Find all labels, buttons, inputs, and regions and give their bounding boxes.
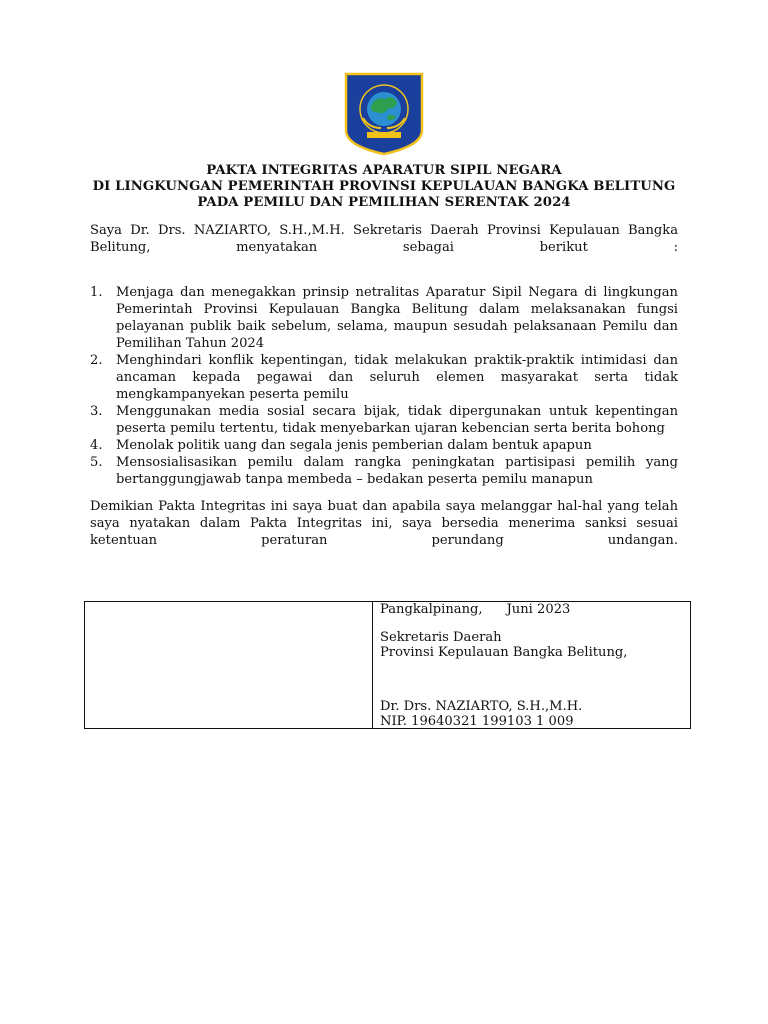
signature-table-divider: [372, 601, 373, 729]
list-item-number: 4.: [90, 438, 103, 453]
title-line-3: PADA PEMILU DAN PEMILIHAN SERENTAK 2024: [197, 195, 571, 210]
list-item: [90, 403, 678, 437]
pledge-list: [90, 284, 678, 488]
list-item-text: Menggunakan media sosial secara bijak, tidak dipergunakan untuk kepentingan peserta pemilu tertentu, tidak menyebarkan ujaran kebencian serta berita bohong: [116, 404, 678, 436]
list-item-text: Menjaga dan menegakkan prinsip netralitas Aparatur Sipil Negara di lingkungan Pemerintah Provinsi Kepulauan Bangka Belitung dalam melaksanakan fungsi pelayanan publik baik sebelum, selama, maupun sesudah pelaksanaan Pemilu dan Pemilihan Tahun 2024: [116, 285, 678, 351]
list-item-text: Mensosialisasikan pemilu dalam rangka peningkatan partisipasi pemilih yang bertanggungjawab tanpa membeda – bedakan peserta pemilu manapun: [116, 455, 678, 487]
intro-line-1: Saya Dr. Drs. NAZIARTO, S.H.,M.H. Sekretaris Daerah Provinsi Kepulauan Bangka: [90, 223, 678, 238]
signatory-nip: NIP. 19640321 199103 1 009: [380, 714, 574, 729]
intro-paragraph: [90, 222, 678, 256]
list-item: [90, 454, 678, 488]
signature-place-date: [380, 602, 570, 618]
closing-paragraph: [90, 498, 678, 549]
list-item: [90, 284, 678, 352]
list-item-text: Menolak politik uang dan segala jenis pemberian dalam bentuk apapun: [116, 438, 592, 453]
signature-place: Pangkalpinang,: [380, 602, 483, 617]
closing-line-1: Demikian Pakta Integritas ini saya buat dan apabila saya melanggar hal-hal yang telah: [90, 499, 678, 514]
signature-date: Juni 2023: [506, 602, 571, 617]
signatory-name: Dr. Drs. NAZIARTO, S.H.,M.H.: [380, 699, 583, 714]
title-line-2: DI LINGKUNGAN PEMERINTAH PROVINSI KEPULAUAN BANGKA BELITUNG: [92, 179, 676, 194]
intro-line-2: Belitung, menyatakan sebagai berikut :: [90, 240, 678, 255]
list-item-text: Menghindari konflik kepentingan, tidak melakukan praktik-praktik intimidasi dan ancaman kepada pegawai dan seluruh elemen masyarakat serta tidak mengkampanyekan peserta pemilu: [116, 353, 678, 402]
list-item-number: 2.: [90, 353, 103, 368]
document-title: [60, 163, 708, 211]
list-item: [90, 352, 678, 403]
list-item: [90, 437, 678, 454]
list-item-number: 5.: [90, 455, 103, 470]
title-line-1: PAKTA INTEGRITAS APARATUR SIPIL NEGARA: [206, 163, 562, 178]
list-item-number: 1.: [90, 285, 103, 300]
signature-position-1: Sekretaris Daerah: [380, 630, 502, 645]
list-item-number: 3.: [90, 404, 103, 419]
closing-line-2: saya nyatakan dalam Pakta Integritas ini, saya bersedia menerima sanksi sesuai: [90, 516, 678, 531]
closing-line-3: ketentuan peraturan perundang undangan.: [90, 533, 678, 548]
signature-position-2: Provinsi Kepulauan Bangka Belitung,: [380, 645, 628, 660]
province-emblem-logo: [343, 72, 425, 156]
